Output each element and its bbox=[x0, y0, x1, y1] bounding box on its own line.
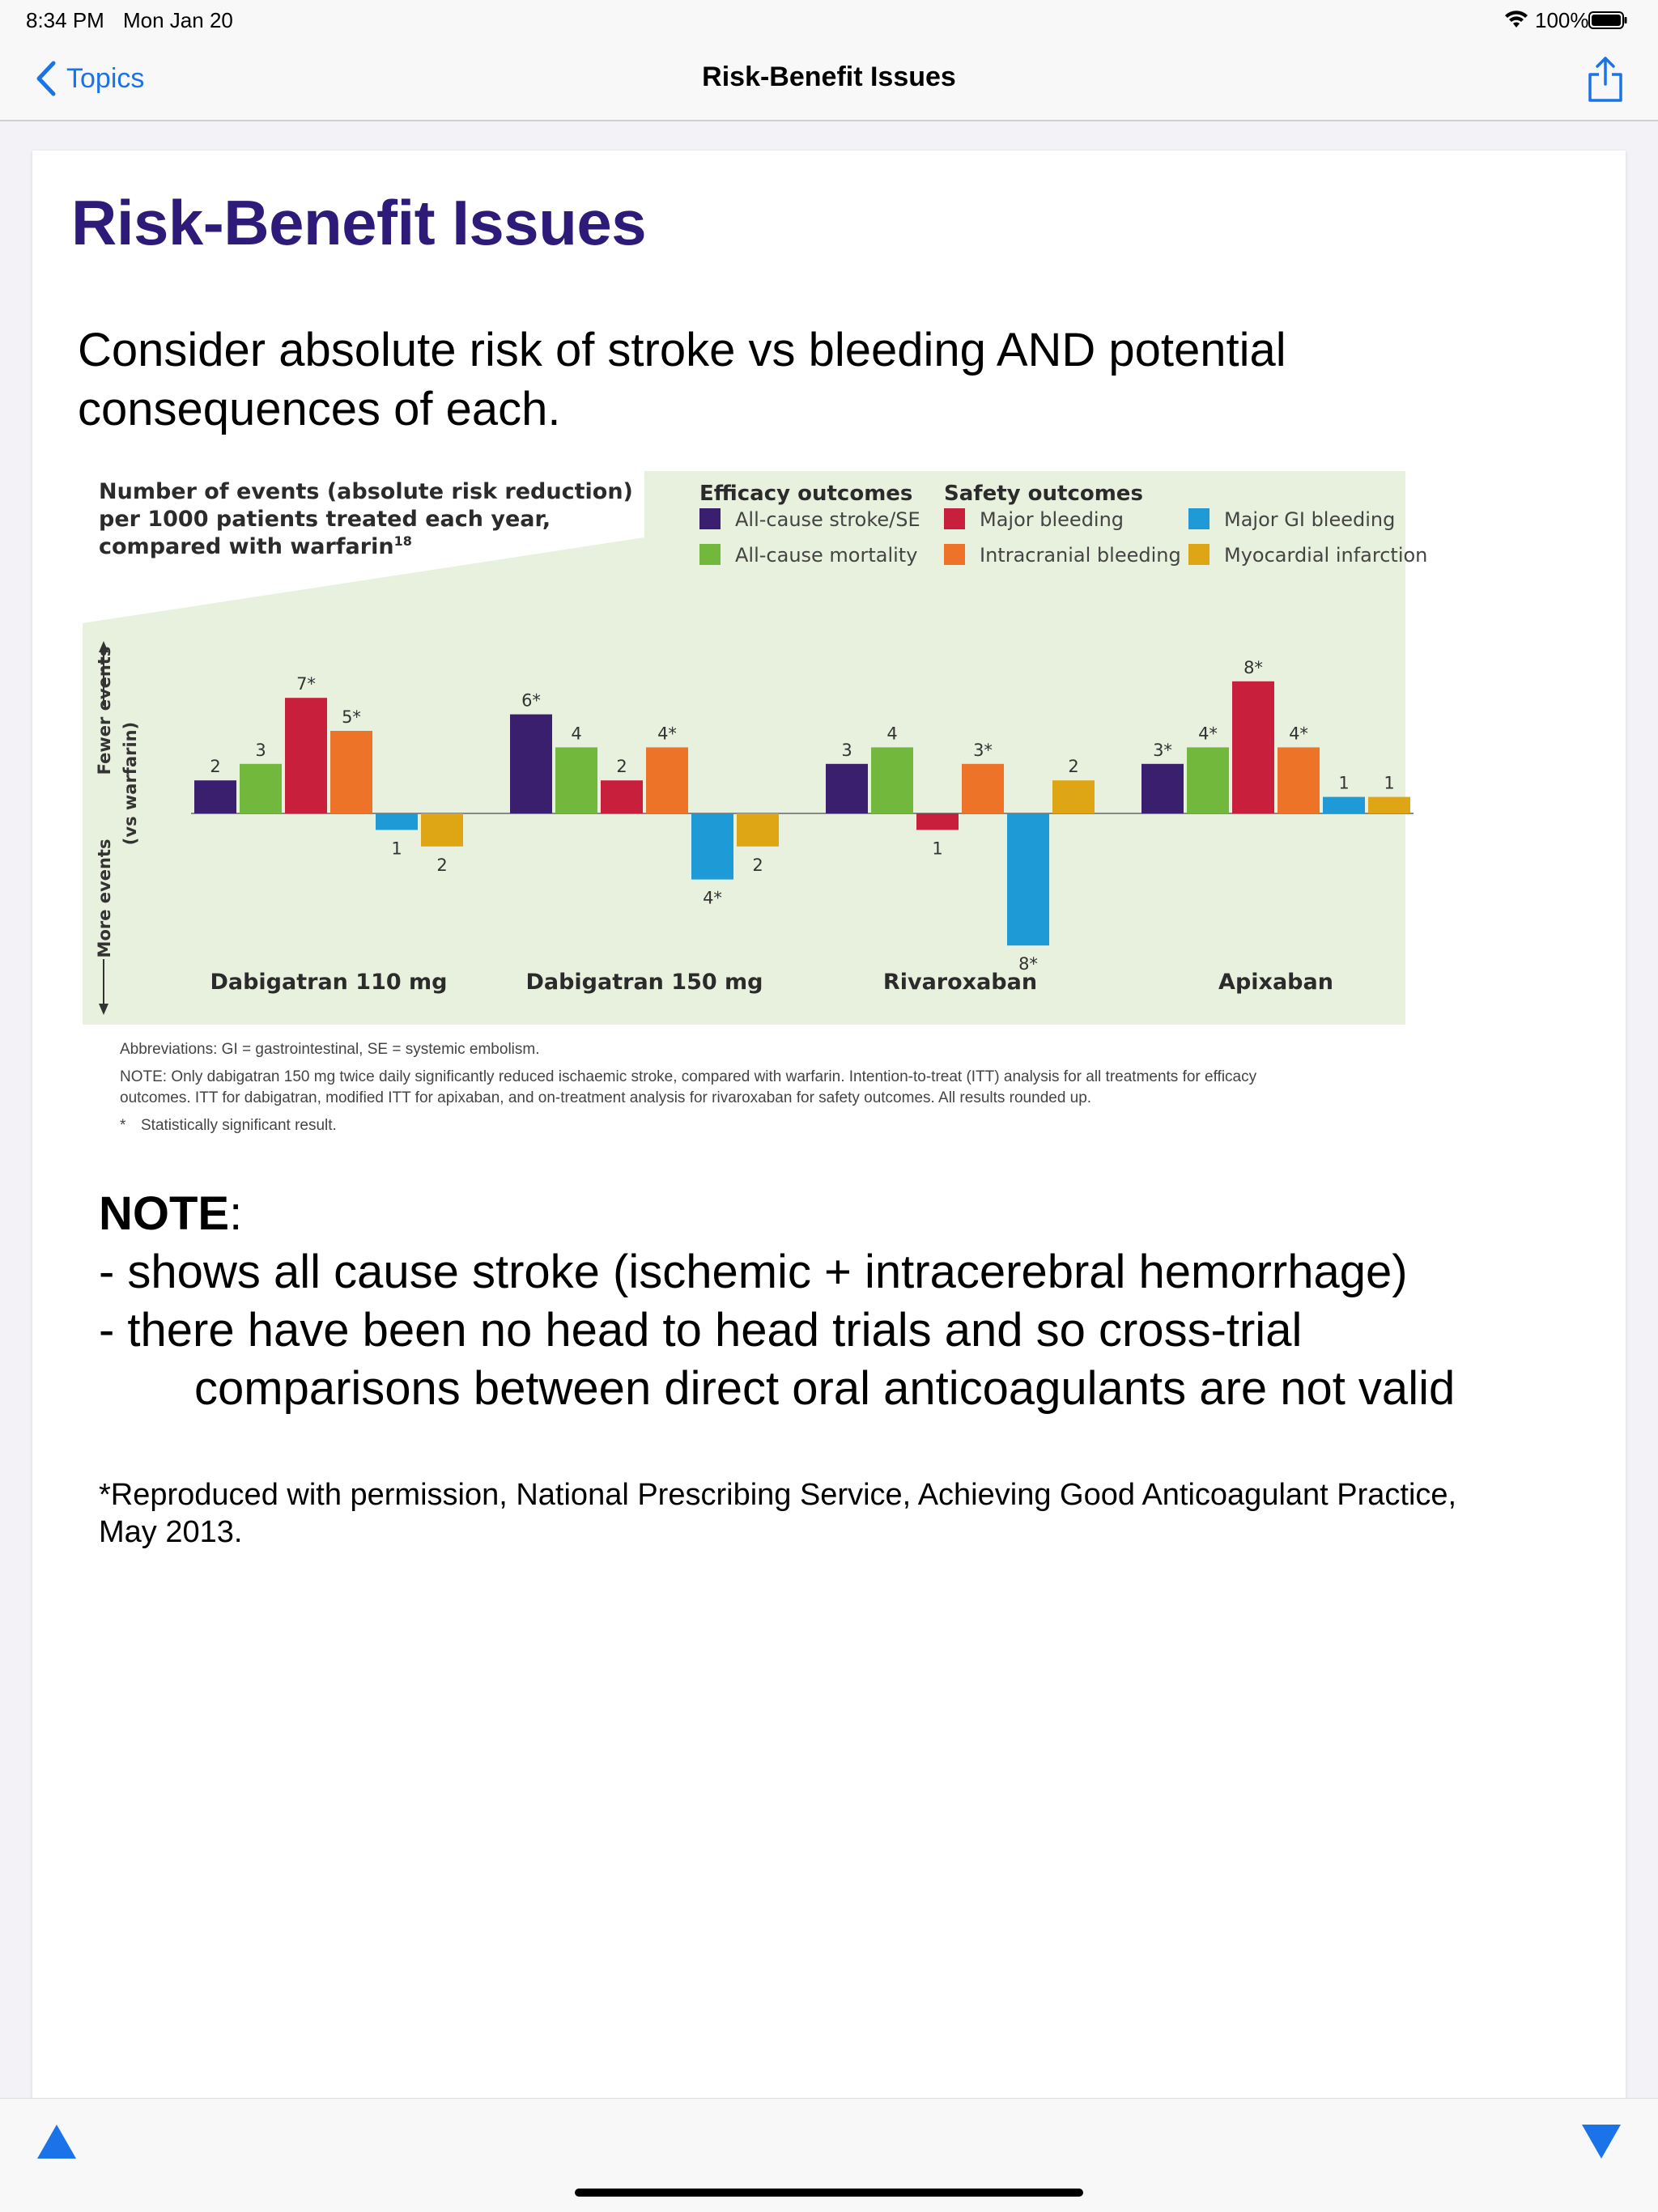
status-bar bbox=[0, 0, 1658, 39]
y-axis-label-sub: (vs warfarin) bbox=[121, 721, 140, 846]
share-icon[interactable] bbox=[1585, 55, 1626, 104]
status-date: Mon Jan 20 bbox=[123, 8, 233, 32]
previous-page-icon[interactable] bbox=[36, 2123, 78, 2160]
legend-label-intracranial-bleeding: Intracranial bleeding bbox=[980, 544, 1181, 567]
chart-footnotes bbox=[120, 1039, 1431, 1143]
bar-apixaban-all-cause-stroke-se bbox=[1141, 764, 1184, 813]
lead-text bbox=[78, 321, 1535, 439]
bar-dabigatran-110-mg-major-gi-bleeding bbox=[376, 813, 418, 830]
abbreviations-note: Abbreviations: GI = gastrointestinal, SE = systemic embolism. bbox=[120, 1041, 540, 1058]
category-label-dabigatran-110-mg: Dabigatran 110 mg bbox=[210, 970, 448, 995]
wifi-icon bbox=[1504, 8, 1528, 29]
bar-apixaban-myocardial-infarction bbox=[1368, 797, 1410, 813]
legend-label-myocardial-infarction: Myocardial infarction bbox=[1224, 544, 1428, 567]
next-page-icon[interactable] bbox=[1580, 2123, 1622, 2160]
bar-value-label: 1 bbox=[391, 839, 402, 859]
nav-title: Risk-Benefit Issues bbox=[702, 62, 956, 92]
bar-apixaban-major-gi-bleeding bbox=[1323, 797, 1365, 813]
bar-apixaban-intracranial-bleeding bbox=[1278, 747, 1320, 813]
bar-dabigatran-110-mg-intracranial-bleeding bbox=[330, 731, 372, 813]
bar-value-label: 3 bbox=[841, 740, 852, 760]
bar-value-label: 4* bbox=[703, 888, 722, 908]
bar-dabigatran-150-mg-intracranial-bleeding bbox=[646, 747, 688, 813]
bar-value-label: 1 bbox=[1384, 773, 1395, 793]
bar-dabigatran-150-mg-major-bleeding bbox=[601, 780, 643, 813]
lead-line-1: Consider absolute risk of stroke vs bleeding AND potential bbox=[78, 324, 1286, 376]
navigation-bar bbox=[0, 39, 1658, 121]
legend-swatch-myocardial-infarction bbox=[1188, 544, 1209, 565]
chart-title-superscript: 18 bbox=[393, 533, 412, 549]
credit-text bbox=[99, 1476, 1605, 1551]
bar-value-label: 7* bbox=[296, 674, 316, 694]
legend-label-all-cause-mortality: All-cause mortality bbox=[735, 544, 918, 567]
legend-swatch-major-bleeding bbox=[944, 508, 965, 529]
chart-title-line-2: per 1000 patients treated each year, bbox=[99, 507, 551, 532]
bar-value-label: 2 bbox=[210, 757, 221, 777]
legend-group-efficacy: Efficacy outcomes bbox=[699, 482, 913, 506]
category-label-apixaban: Apixaban bbox=[1218, 970, 1333, 995]
bar-value-label: 2 bbox=[752, 855, 763, 875]
note-block: NOTE: - shows all cause stroke (ischemic + intracerebral hemorrhage) - there have been no head to head trials and so cross-trial comparisons between direct oral anticoagulants are not valid bbox=[99, 1185, 1605, 1418]
legend-group-safety: Safety outcomes bbox=[944, 482, 1143, 506]
category-label-dabigatran-150-mg: Dabigatran 150 mg bbox=[525, 970, 763, 995]
bar-value-label: 3 bbox=[255, 740, 266, 760]
credit-line-2: May 2013. bbox=[99, 1515, 243, 1549]
bar-dabigatran-110-mg-all-cause-mortality bbox=[240, 764, 282, 813]
legend-swatch-intracranial-bleeding bbox=[944, 544, 965, 565]
bar-dabigatran-150-mg-myocardial-infarction bbox=[737, 813, 779, 847]
bar-apixaban-major-bleeding bbox=[1232, 681, 1274, 813]
bar-value-label: 3* bbox=[1153, 740, 1172, 760]
bar-rivaroxaban-major-bleeding bbox=[916, 813, 959, 830]
slide-page bbox=[32, 151, 1626, 2098]
category-label-rivaroxaban: Rivaroxaban bbox=[882, 970, 1038, 995]
legend-swatch-major-gi-bleeding bbox=[1188, 508, 1209, 529]
legend-swatch-all-cause-stroke-se bbox=[699, 508, 721, 529]
note-line-1: - shows all cause stroke (ischemic + intracerebral hemorrhage) bbox=[99, 1246, 1408, 1298]
legend-label-all-cause-stroke-se: All-cause stroke/SE bbox=[735, 508, 920, 531]
legend-label-major-bleeding: Major bleeding bbox=[980, 508, 1124, 531]
back-button-label: Topics bbox=[66, 62, 145, 94]
bar-value-label: 2 bbox=[436, 855, 448, 875]
legend-label-major-gi-bleeding: Major GI bleeding bbox=[1224, 508, 1396, 531]
note-line-2: - there have been no head to head trials and so cross-trial bbox=[99, 1304, 1303, 1356]
bar-dabigatran-110-mg-myocardial-infarction bbox=[421, 813, 463, 847]
chart-title-line-3: compared with warfarin$^{18}$ bbox=[99, 533, 412, 559]
bar-dabigatran-150-mg-all-cause-mortality bbox=[555, 747, 597, 813]
bar-dabigatran-150-mg-all-cause-stroke-se bbox=[510, 715, 552, 813]
bar-value-label: 8* bbox=[1244, 657, 1263, 677]
bar-value-label: 4 bbox=[571, 724, 582, 744]
bar-rivaroxaban-all-cause-stroke-se bbox=[826, 764, 868, 813]
bar-value-label: 2 bbox=[1068, 757, 1079, 777]
home-indicator bbox=[575, 2189, 1083, 2197]
methods-note: NOTE: Only dabigatran 150 mg twice daily significantly reduced ischaemic stroke, compared with warfarin. Intention-to-treat (ITT) analysis for all treatments for efficacy outcomes. ITT for dabigatran, modified ITT for apixaban, and on-treatment analysis for rivaroxaban for safety outcomes. All results rounded up. bbox=[120, 1068, 1257, 1106]
bar-value-label: 4* bbox=[657, 724, 677, 744]
bar-rivaroxaban-myocardial-infarction bbox=[1052, 780, 1095, 813]
bar-value-label: 8* bbox=[1018, 954, 1038, 974]
y-axis-label-fewer: Fewer events bbox=[95, 646, 114, 775]
chart-title-line-1: Number of events (absolute risk reduction) bbox=[99, 479, 633, 504]
bar-value-label: 6* bbox=[521, 690, 541, 711]
bar-value-label: 4* bbox=[1289, 724, 1308, 744]
bar-value-label: 2 bbox=[616, 757, 627, 777]
lead-line-2: consequences of each. bbox=[78, 383, 561, 435]
page-heading: Risk-Benefit Issues bbox=[71, 187, 647, 258]
bar-value-label: 1 bbox=[932, 839, 943, 859]
status-time: 8:34 PM bbox=[26, 8, 104, 32]
note-line-3: comparisons between direct oral anticoagulants are not valid bbox=[194, 1362, 1456, 1415]
significance-note: * Statistically significant result. bbox=[120, 1117, 337, 1134]
battery-icon bbox=[1588, 11, 1627, 29]
bar-value-label: 4 bbox=[886, 724, 898, 744]
note-heading: NOTE bbox=[99, 1187, 230, 1240]
bar-value-label: 4* bbox=[1198, 724, 1218, 744]
y-axis-label-more: More events bbox=[95, 839, 114, 958]
bar-value-label: 1 bbox=[1338, 773, 1350, 793]
bar-dabigatran-150-mg-major-gi-bleeding bbox=[691, 813, 733, 880]
bar-rivaroxaban-intracranial-bleeding bbox=[962, 764, 1004, 813]
bar-value-label: 5* bbox=[342, 707, 361, 727]
bar-chart bbox=[83, 471, 1428, 1025]
bar-dabigatran-110-mg-major-bleeding bbox=[285, 698, 327, 813]
bar-rivaroxaban-all-cause-mortality bbox=[871, 747, 913, 813]
legend-swatch-all-cause-mortality bbox=[699, 544, 721, 565]
bar-value-label: 3* bbox=[973, 740, 993, 760]
credit-line-1: *Reproduced with permission, National Prescribing Service, Achieving Good Anticoagulant Practice, bbox=[99, 1478, 1457, 1512]
battery-percent: 100% bbox=[1535, 8, 1589, 32]
bar-apixaban-all-cause-mortality bbox=[1187, 747, 1229, 813]
bar-rivaroxaban-major-gi-bleeding bbox=[1007, 813, 1049, 945]
bar-dabigatran-110-mg-all-cause-stroke-se bbox=[194, 780, 236, 813]
